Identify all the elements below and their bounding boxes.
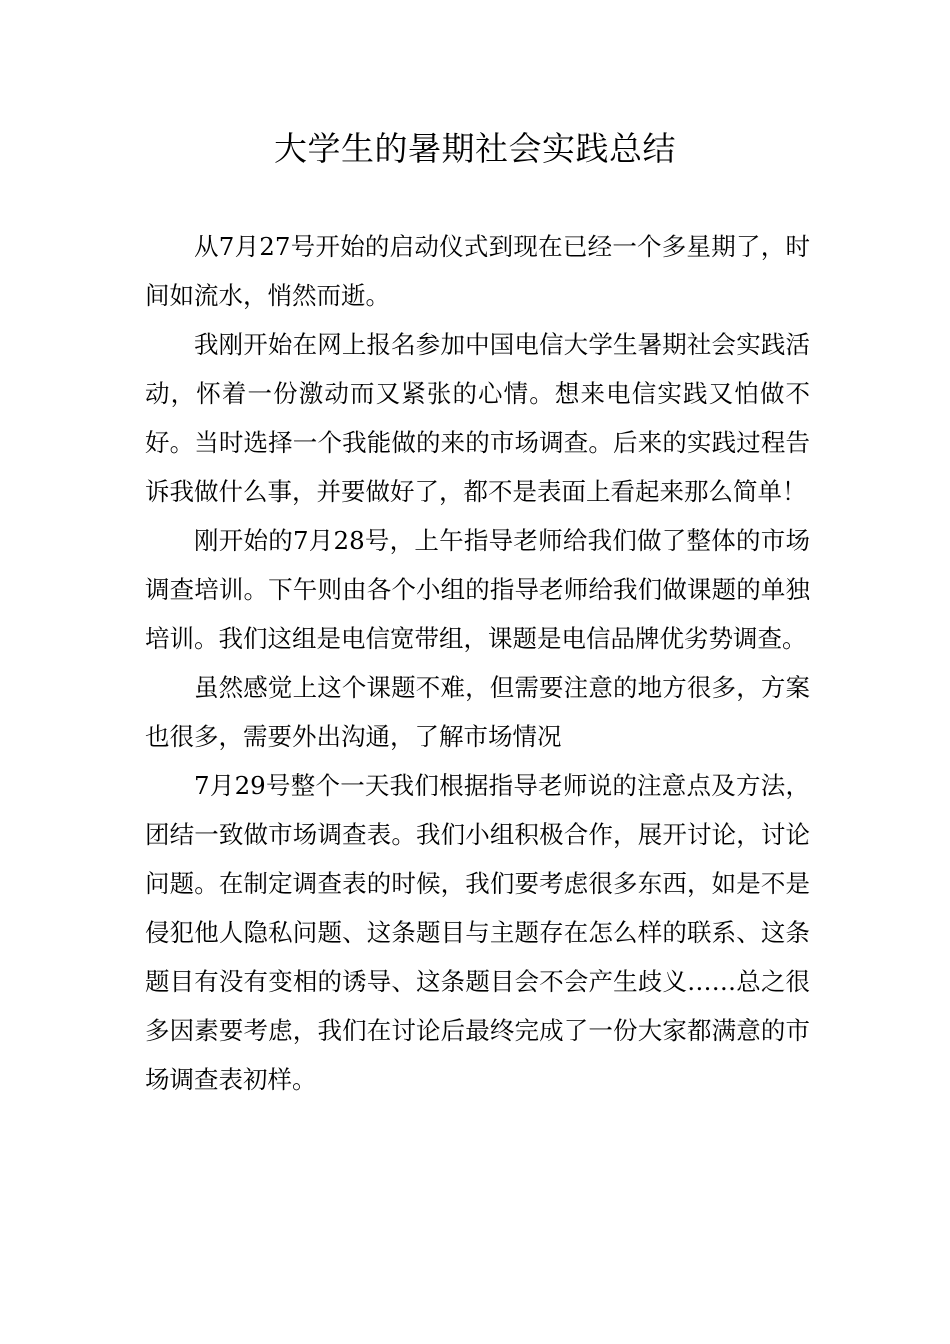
paragraph: 7月29号整个一天我们根据指导老师说的注意点及方法，团结一致做市场调查表。我们小组积极合作，展开讨论，讨论问题。在制定调查表的时候，我们要考虑很多东西，如是不是侵犯他人隐私问题、这条题目与主题存在怎么样的联系、这条题目有没有变相的诱导、这条题目会不会产生歧义……总之很多因素要考虑，我们在讨论后最终完成了一份大家都满意的市场调查表初样。 [145,771,810,1094]
paragraph: 虽然感觉上这个课题不难，但需要注意的地方很多，方案也很多，需要外出沟通，了解市场情况 [145,673,810,751]
document-body [145,222,810,1104]
paragraph: 我刚开始在网上报名参加中国电信大学生暑期社会实践活动，怀着一份激动而又紧张的心情。想来电信实践又怕做不好。当时选择一个我能做的来的市场调查。后来的实践过程告诉我做什么事，并要做好了，都不是表面上看起来那么简单！ [145,330,810,506]
paragraph: 刚开始的7月28号，上午指导老师给我们做了整体的市场调查培训。下午则由各个小组的指导老师给我们做课题的单独培训。我们这组是电信宽带组，课题是电信品牌优劣势调查。 [145,526,810,653]
document-title: 大学生的暑期社会实践总结 [274,129,676,168]
paragraph: 从7月27号开始的启动仪式到现在已经一个多星期了，时间如流水，悄然而逝。 [145,232,810,310]
